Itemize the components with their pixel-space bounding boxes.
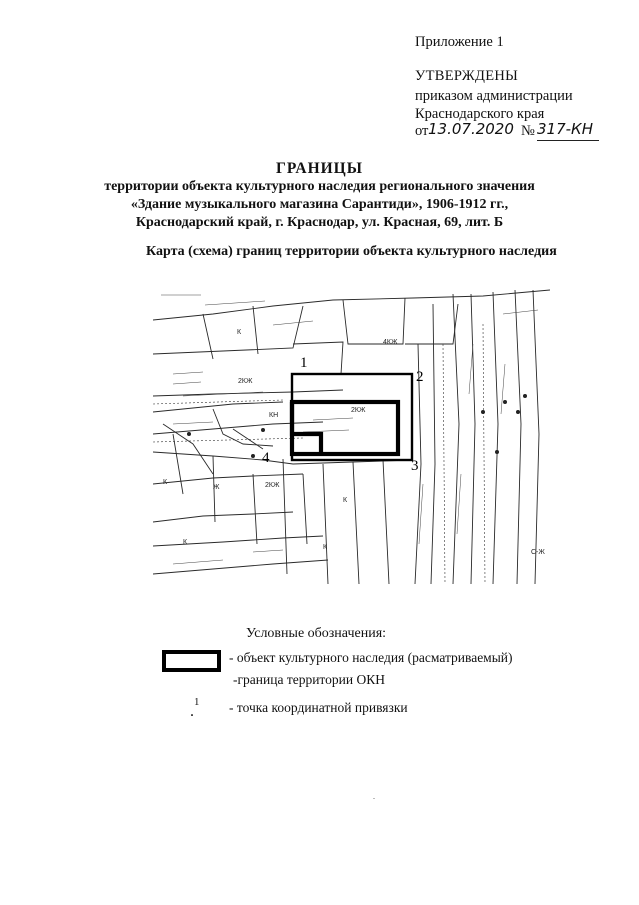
map-annotation-line — [501, 364, 505, 414]
map-parcel-line — [173, 434, 287, 574]
map-parcel-line — [353, 460, 389, 584]
map-parcel-line — [203, 306, 343, 374]
legend-item-point: - точка координатной привязки — [229, 700, 408, 715]
map-annotation-line — [273, 321, 313, 325]
map-label-k-southwest: К — [183, 539, 188, 546]
map-node — [503, 400, 507, 404]
map-street-line — [471, 294, 475, 584]
coordinate-point-2: 2 — [416, 369, 424, 385]
map-label-kzh: 2КЖ — [238, 378, 253, 385]
title-line-2: «Здание музыкального магазина Сарантиди», 1906-1912 гг., — [130, 197, 509, 212]
handwritten-number: 317-КН — [537, 120, 593, 138]
map-annotation-line — [503, 310, 538, 314]
map-parcel-line — [303, 464, 328, 584]
coordinate-point-4: 4 — [262, 450, 270, 466]
map-node — [495, 450, 499, 454]
okn-object-outline — [292, 402, 398, 454]
map-parcel-line — [153, 536, 323, 546]
number-prefix: № — [521, 123, 535, 139]
map-parcel-line — [153, 306, 303, 354]
title-line-1: территории объекта культурного наследия регионального значения — [104, 179, 535, 194]
map-label-kzh-inner: 2КЖ — [351, 407, 366, 414]
cadastral-map — [153, 284, 550, 587]
map-annotation-line — [313, 418, 353, 420]
map-street-line — [515, 290, 521, 584]
map-annotation-line — [173, 372, 203, 374]
map-parcel-line — [153, 474, 303, 484]
map-boundary-line — [153, 290, 550, 320]
map-node — [523, 394, 527, 398]
legend-okn-symbol — [162, 650, 221, 672]
map-annotation-line — [173, 560, 223, 564]
map-annotation-line — [173, 382, 201, 384]
document-title: ГРАНИЦЫ — [276, 160, 363, 177]
region-label: Краснодарского края — [415, 106, 545, 122]
legend-item-territory: -граница территории ОКН — [233, 672, 385, 687]
handwritten-date: 13.07.2020 — [428, 120, 514, 138]
map-node — [516, 410, 520, 414]
legend-item-okn: - объект культурного наследия (расматриваемый) — [229, 650, 513, 665]
title-line-3: Краснодарский край, г. Краснодар, ул. Красная, 69, лит. Б — [135, 215, 504, 230]
map-label-2kzh-south: 2КЖ — [265, 482, 280, 489]
okn-territory-boundary — [292, 374, 412, 460]
map-label-k-west: К — [163, 479, 168, 486]
map-annotation-line — [205, 301, 265, 305]
map-annotation-line — [183, 392, 263, 396]
map-label-k: К — [237, 329, 242, 336]
map-parcel-line — [153, 402, 283, 412]
map-node — [251, 454, 255, 458]
map-node — [261, 428, 265, 432]
map-annotation-line — [303, 430, 349, 432]
map-parcel-line — [405, 304, 458, 344]
date-prefix: от — [415, 123, 429, 139]
map-label-kn: КН — [269, 412, 279, 419]
map-annotation-line — [253, 550, 283, 552]
map-caption: Карта (схема) границ территории объекта культурного наследия — [146, 244, 557, 259]
map-node — [481, 410, 485, 414]
map-dashed-line — [153, 400, 303, 442]
appendix-label: Приложение 1 — [415, 34, 504, 50]
okn-object-notch — [292, 402, 321, 454]
map-street-line — [533, 290, 539, 584]
map-annotation-line — [469, 344, 473, 394]
map-annotation-line — [173, 422, 213, 424]
map-parcel-line — [153, 560, 328, 574]
coordinate-point-1: 1 — [300, 355, 308, 371]
map-parcel-line — [153, 512, 293, 522]
legend-title: Условные обозначения: — [246, 626, 387, 641]
map-dashed-line — [443, 324, 485, 584]
coordinate-point-3: 3 — [411, 458, 419, 474]
scan-mark — [373, 798, 375, 799]
order-by-label: приказом администрации — [415, 88, 573, 104]
legend-point-symbol: .$^1$ — [190, 696, 200, 721]
order-date-row — [415, 120, 615, 143]
map-label-k-bottom: К — [323, 544, 328, 551]
map-node — [187, 432, 191, 436]
map-label-k-south: К — [343, 497, 348, 504]
map-annotation-line — [457, 474, 461, 534]
map-parcel-line — [343, 298, 405, 344]
approved-label: УТВЕРЖДЕНЫ — [415, 68, 519, 84]
legend-point-number: 1 — [194, 696, 200, 708]
map-street-line — [431, 304, 435, 584]
map-label-ckzh: С-Ж — [531, 549, 545, 556]
map-label-zh: Ж — [213, 484, 220, 491]
map-street-line — [493, 292, 498, 584]
map-label-4kzh: 4КЖ — [383, 339, 398, 346]
number-underline — [537, 140, 599, 141]
